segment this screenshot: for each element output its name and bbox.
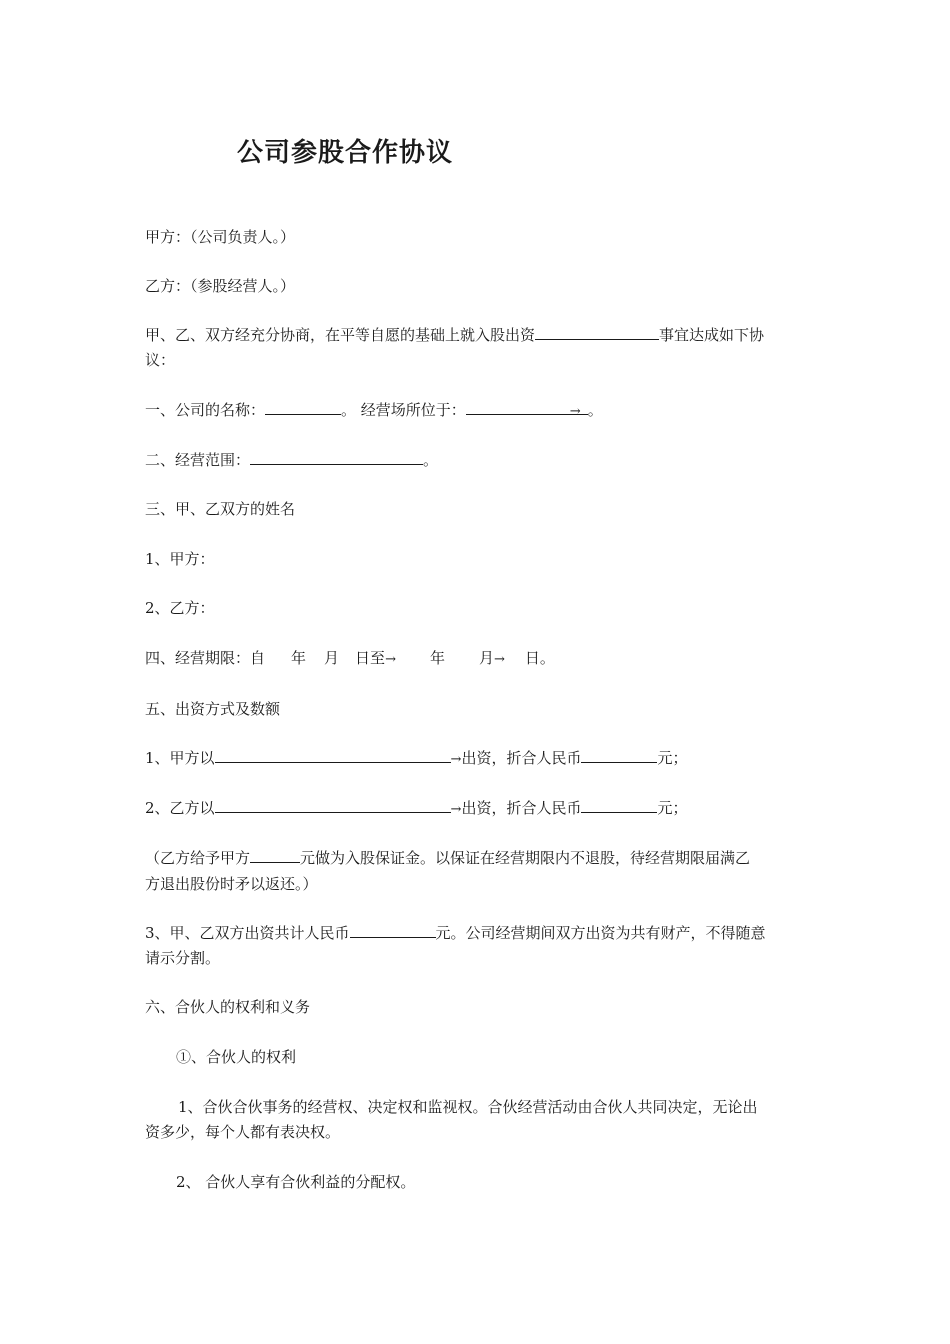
intro-blank (535, 323, 659, 340)
deposit-line (145, 846, 810, 871)
tab-arrow-icon: → (385, 652, 396, 667)
party-a-line: 甲方：（公司负责人。） (145, 228, 296, 246)
intro-line (145, 323, 810, 348)
company-name-blank (265, 398, 341, 415)
tab-arrow-icon: → (494, 652, 505, 667)
intro-text-1: 甲、乙、双方经充分协商，在平等自愿的基础上就入股出资 (145, 326, 536, 344)
s2-label: 二、经营范围： (145, 451, 251, 469)
section-5-heading: 五、出资方式及数额 (145, 700, 281, 718)
s5-2-mid: 出资，折合人民币 (461, 799, 582, 817)
s1-mid: 。 经营场所位于： (341, 401, 466, 419)
deposit-label: （乙方给予甲方 (145, 849, 251, 867)
contribution-a-blank (215, 746, 451, 763)
tab-arrow-icon: → (569, 404, 581, 419)
s1-label: 一、公司的名称： (145, 401, 266, 419)
intro-line-2: 议： (145, 351, 176, 369)
tab-arrow-icon: → (450, 802, 462, 817)
deposit-text: 元做为入股保证金。以保证在经营期限内不退股，待经营期限届满乙 (300, 849, 751, 867)
total-amount-blank (350, 921, 436, 938)
premises-blank (466, 398, 588, 419)
intro-text-2: 事宜达成如下协 (659, 326, 765, 344)
s5-1-mid: 出资，折合人民币 (461, 749, 582, 767)
section-6-item-1-cont: 资多少，每个人都有表决权。 (145, 1123, 341, 1141)
section-2-line (145, 448, 810, 473)
section-3-heading: 三、甲、乙双方的姓名 (145, 500, 296, 518)
s4-month: 月 (324, 649, 340, 667)
section-4-line (145, 646, 810, 672)
section-1-line (145, 398, 810, 423)
s5-3-label: 3、甲、乙双方出资共计人民币 (145, 924, 350, 942)
s4-year-2: 年 (429, 649, 445, 667)
section-6-item-2: 2、 合伙人享有合伙利益的分配权。 (176, 1173, 416, 1191)
s4-label: 四、经营期限：自 (145, 649, 266, 667)
party-b-line: 乙方：（参股经营人。） (145, 277, 296, 295)
contribution-b-blank (215, 796, 451, 813)
section-5-item-3-cont: 请示分割。 (145, 949, 221, 967)
s5-1-label: 1、甲方以 (145, 749, 215, 767)
section-6-heading: 六、合伙人的权利和义务 (145, 998, 311, 1016)
s2-end: 。 (423, 451, 439, 469)
s4-year: 年 (291, 649, 307, 667)
document-title: 公司参股合作协议 (237, 138, 454, 168)
deposit-blank (250, 846, 300, 863)
deposit-line-2: 方退出股份时矛以返还。） (145, 875, 318, 893)
section-6-item-1: 1、合伙合伙事务的经营权、决定权和监视权。合伙经营活动由合伙人共同决定，无论出 (178, 1098, 758, 1116)
s4-day-2: 日。 (524, 649, 555, 667)
section-5-item-2 (145, 796, 810, 822)
tab-arrow-icon: → (450, 752, 462, 767)
s5-2-label: 2、乙方以 (145, 799, 215, 817)
s5-3-text: 元。公司经营期间双方出资为共有财产，不得随意 (435, 924, 766, 942)
section-5-item-1 (145, 746, 810, 772)
amount-b-blank (581, 796, 657, 813)
section-3-item-1: 1、甲方： (145, 550, 215, 568)
scope-blank (250, 448, 423, 465)
s1-end: 。 (587, 401, 603, 419)
section-5-item-3 (145, 921, 810, 946)
s4-month-2: 月 (478, 649, 494, 667)
s5-2-end: 元； (657, 799, 688, 817)
section-6-subheading: ①、合伙人的权利 (176, 1048, 297, 1066)
s5-1-end: 元； (657, 749, 688, 767)
amount-a-blank (581, 746, 657, 763)
section-3-item-2: 2、乙方： (145, 599, 215, 617)
s4-day-to: 日至 (355, 649, 386, 667)
